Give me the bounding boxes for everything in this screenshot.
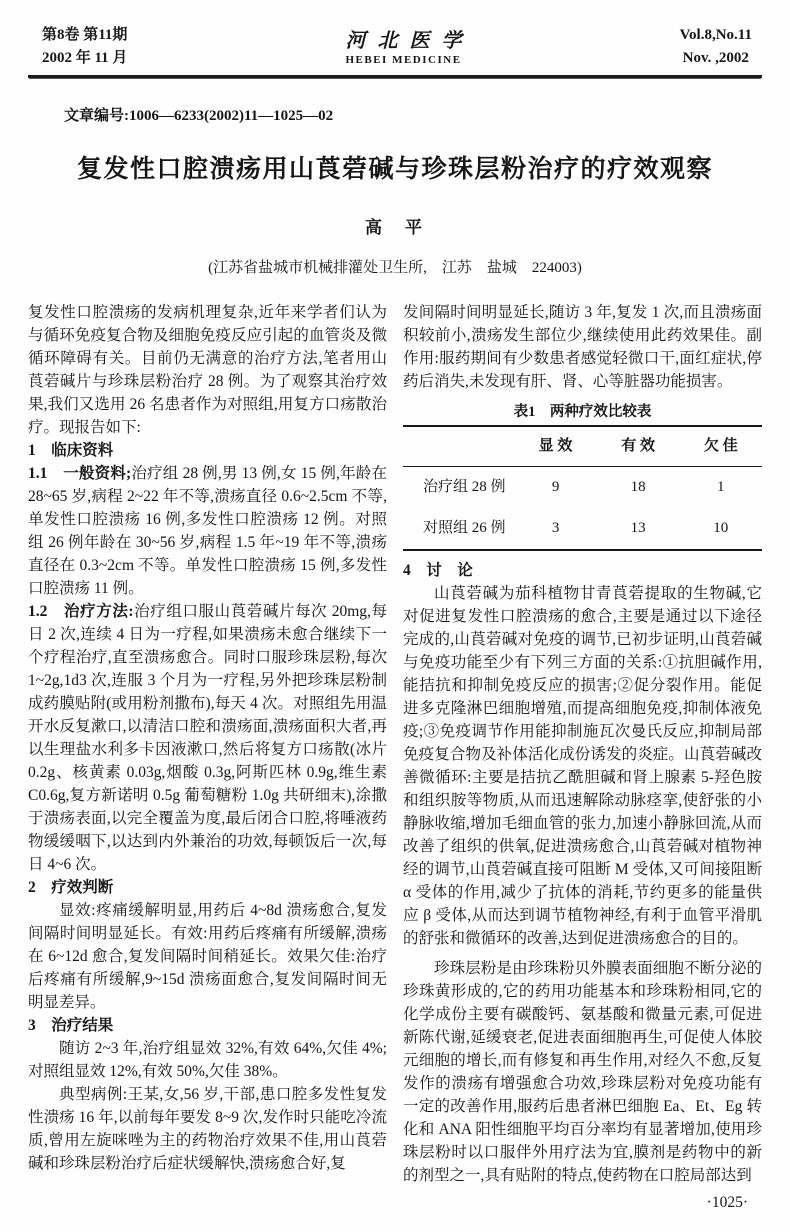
volume-issue-cn: 第8卷 第11期	[42, 27, 128, 43]
article-body	[28, 301, 762, 1214]
table-row	[403, 508, 762, 550]
cell-control-marked: 3	[551, 520, 560, 536]
subsection-label-1-1: 1.1 一般资料;	[28, 465, 132, 482]
paragraph-typical-case: 典型病例:王某,女,56 岁,干部,患口腔多发性复发性溃疡 16 年,以前每年要发 8~9 次,发作时只能吃冷流质,曾用左旋咪唑为主的药物治疗效果不佳,用山莨菪碱和珍珠层粉治疗后症状缓解快,溃疡愈合好,复	[28, 1086, 387, 1172]
row-label-control-group: 对照组 26 例	[423, 520, 506, 536]
header-divider	[28, 75, 762, 78]
subsection-label-1-2: 1.2 治疗方法:	[28, 603, 134, 620]
date-cn: 2002 年 11 月	[42, 49, 128, 66]
cell-treatment-marked: 9	[551, 479, 560, 495]
paragraph-efficacy-criteria: 显效:疼痛缓解明显,用药后 4~8d 溃疡愈合,复发间隔时间明显延长。有效:用药后疼痛有所缓解,溃疡在 6~12d 愈合,复发间隔时间稍延长。效果欠佳:治疗后疼痛有所缓解,9~15d 溃疡面愈合,复发间隔时间无明显差异。	[28, 902, 387, 1011]
cell-control-poor: 10	[713, 520, 729, 536]
results-table-body	[403, 467, 762, 551]
paragraph-discussion-pearl-powder: 珍珠层粉是由珍珠粉贝外膜表面细胞不断分泌的珍珠黄形成的,它的药用功能基本和珍珠粉相同,它的化学成份主要有碳酸钙、氨基酸和微量元素,可促进新陈代谢,延缓衰老,促进表面细胞再生,可促使人体胶元细胞的增长,而有修复和再生作用,对经久不愈,反复发作的溃疡有增强愈合功效,珍珠层粉对免疫功能有一定的改善作用,服药后患者淋巴细胞 Ea、Et、Eg 转化和 ANA 阳性细胞平均百分率均有显著增加,使用珍珠层粉时以口服伴外用疗法为宜,膜剂是药物中的新的剂型之一,具有贴附的特点,使药物在口腔局部达到	[403, 960, 762, 1184]
right-column	[403, 301, 762, 1214]
table-row	[403, 467, 762, 509]
volume-issue-en: Vol.8,No.11	[679, 27, 752, 43]
journal-title-en: HEBEI MEDICINE	[345, 54, 462, 66]
cell-control-effective: 13	[630, 520, 646, 536]
table-header-poor: 欠 佳	[679, 426, 762, 467]
results-table-header	[403, 426, 762, 467]
results-table	[403, 425, 762, 551]
journal-volume-issue-en	[680, 24, 752, 69]
cell-treatment-effective: 18	[630, 479, 646, 495]
page-number: ·1025·	[706, 1194, 748, 1211]
author-affiliation: (江苏省盐城市机械排灌处卫生所, 江苏 盐城 224003)	[208, 260, 582, 276]
paragraph-general-data	[28, 462, 387, 600]
table-header-marked-effect: 显 效	[514, 426, 597, 467]
journal-masthead	[334, 24, 474, 66]
journal-header	[28, 20, 762, 73]
subsection-text-1-2: 治疗组口服山莨菪碱片每次 20mg,每日 2 次,连续 4 日为一疗程,如果溃疡未愈合继续下一个疗程治疗,直至溃疡愈合。同时口服珍珠层粉,每次 1~2g,1d3 次,连服 3 个月为一疗程,另外把珍珠层粉制成药膜贴附(或用粉剂撒布),每天 4 次。对照组先用温开水反复漱口,以清洁口腔和溃疡面,溃疡面积大者,再以生理盐水利多卡因液漱口,然后将复方口疡散(冰片 0.2g、核黄素 0.03g,烟酸 0.3g,阿斯匹林 0.9g,维生素 C0.6g,复方新诺明 0.5g 葡萄糖粉 1.0g 共研细末),涂撒于溃疡表面,以完全覆盖为度,最后闭合口腔,将唾液药物缓缓咽下,以达到内外兼治的功效,每顿饭后一次,每日 4~6 次。	[28, 603, 387, 873]
article-number: 文章编号:1006—6233(2002)11—1025—02	[64, 108, 334, 124]
row-label-treatment-group: 治疗组 28 例	[423, 479, 506, 495]
journal-volume-issue-cn	[42, 24, 127, 69]
table-header-row	[403, 426, 762, 467]
table-caption: 表1 两种疗效比较表	[513, 404, 652, 420]
paragraph-intro: 复发性口腔溃疡的发病机理复杂,近年来学者们认为与循环免疫复合物及细胞免疫反应引起的血管炎及微循环障碍有关。目前仍无满意的治疗方法,笔者用山莨菪碱片与珍珠层粉治疗 28 例。为了观察其治疗效果,我们又选用 26 名患者作为对照组,用复方口疡散治疗。现报告如下:	[28, 304, 387, 436]
paragraph-discussion-anisodamine: 山莨菪碱为茄科植物甘青莨菪提取的生物碱,它对促进复发性口腔溃疡的愈合,主要是通过以下途径完成的,山莨菪碱对免疫的调节,已初步证明,山莨菪碱与免疫功能至少有下列三方面的关系:①抗胆碱作用,能拮抗和抑制免疫反应的损害;②促分裂作用。能促进多克隆淋巴细胞增殖,而提高细胞免疫,抑制体液免疫;③免疫调节作用能抑制施瓦次曼氏反应,抑制局部免疫复合物及补体活化成份诱发的炎症。山莨菪碱改善微循环:主要是拮抗乙酰胆碱和肾上腺素 5-羟色胺和组织胺等物质,从而迅速解除动脉痉挛,使舒张的小静脉收缩,增加毛细血管的张力,加速小静脉回流,从而改善了组织的供氧,促进溃疡愈合,山莨菪碱对植物神经的调节,山莨菪碱直接可阻断 M 受体,又可间接阻断 α 受体的作用,减少了抗体的消耗,节约更多的能量供应 β 受体,从而达到调节植物神经,有利于血管平滑肌的舒张和微循环的改善,达到促进溃疡愈合的目的。	[403, 585, 762, 947]
table-header-empty	[403, 426, 514, 467]
journal-title-cn: 河北医学	[345, 30, 474, 52]
section-heading-efficacy-criteria: 2 疗效判断	[28, 879, 114, 896]
section-heading-treatment-results: 3 治疗结果	[28, 1017, 114, 1034]
table-header-effective: 有 效	[597, 426, 680, 467]
left-column	[28, 301, 387, 1214]
paragraph-treatment-method	[28, 600, 387, 876]
author-name: 高 平	[365, 218, 425, 237]
section-heading-discussion: 4 讨 论	[403, 562, 473, 579]
paragraph-results-summary: 随访 2~3 年,治疗组显效 32%,有效 64%,欠佳 4%;对照组显效 12%,有效 50%,欠佳 38%。	[28, 1040, 387, 1080]
subsection-text-1-1: 治疗组 28 例,男 13 例,女 15 例,年龄在 28~65 岁,病程 2~22 年不等,溃疡直径 0.6~2.5cm 不等,单发性口腔溃疡 16 例,多发性口腔溃疡 12 例。对照组 26 例年龄在 30~56 岁,病程 1.5 年~19 年不等,溃疡直径在 0.3~2cm 不等。单发性口腔溃疡 15 例,多发性口腔溃疡 11 例。	[28, 465, 387, 597]
section-heading-clinical-data: 1 临床资料	[28, 442, 114, 459]
cell-treatment-poor: 1	[716, 479, 725, 495]
paper-title: 复发性口腔溃疡用山莨菪碱与珍珠层粉治疗的疗效观察	[76, 156, 713, 183]
date-en: Nov. ,2002	[682, 49, 749, 66]
paragraph-case-continued: 发间隔时间明显延长,随访 3 年,复发 1 次,而且溃疡面积较前小,溃疡发生部位少,继续使用此药效果佳。副作用:服药期间有少数患者感觉轻微口干,面红症状,停药后消失,未发现有肝、肾、心等脏器功能损害。	[403, 304, 762, 390]
